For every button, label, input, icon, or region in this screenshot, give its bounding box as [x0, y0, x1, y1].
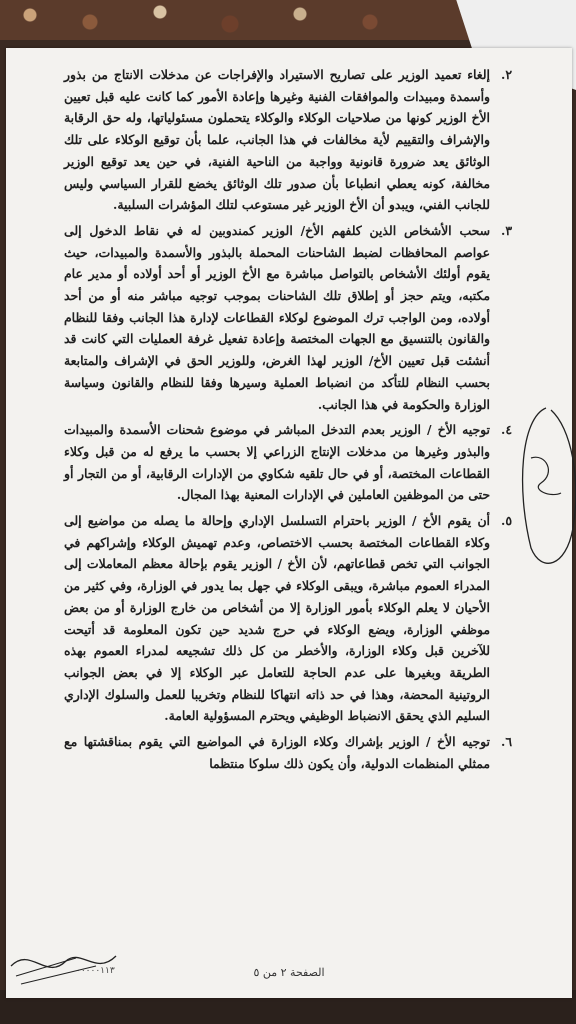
- item-text: أن يقوم الأخ / الوزير باحترام التسلسل الإداري وإحالة ما يصله من مواضيع إلى وكلاء القطاعات المختصة بحسب الاختصاص، وعدم تهميش الوكلاء وإشراكهم في الجوانب التي تخص قطاعاتهم، لأن الأخ / الوزير يقوم بإحالة معظم المعاملات إلى المدراء العموم مباشرة، ويبقى الوكلاء في جهل بما يدور في الوزارة، وفي كثير من الأحيان لا يعلم الوكلاء بأمور الوزارة إلا من أشخاص من خارج الوزارة أو من بعض موظفي الوزارة، ويضع الوكلاء في حرج شديد حين تكون المعلومة قد أتيحت للآخرين قبل وكلاء الوزارة، والأخطر من كل ذلك تشجيعه لمدراء العموم بهذه الطريقة وبغيرها على عدم الحاجة للتعامل عبر الوكلاء إلا في بعض الجوانب الروتينية المحضة، وهذا في حد ذاته انتهاكا للنظام وتخريبا للعمل والسلوك الإداري السليم الذي يحقق الانضباط الوظيفي ويحترم المسؤولية العامة.: [64, 513, 490, 724]
- list-item: [64, 64, 512, 216]
- page-footer: [6, 966, 572, 979]
- document-page: [6, 48, 572, 998]
- item-number: ٥.: [501, 513, 512, 529]
- margin-signature-loop: [511, 398, 576, 578]
- document-body: [64, 64, 512, 779]
- item-number: ٤.: [501, 422, 512, 438]
- item-text: توجيه الأخ / الوزير بعدم التدخل المباشر في موضوع شحنات الأسمدة والمبيدات والبذور وغيرها من مدخلات الإنتاج الزراعي إلا بحسب ما يرفع له من قبل وكلاء القطاعات المختصة، أو في حال تلقيه شكاوي من الإدارات الرقابية، أو من التجار أو حتى من الموظفين العاملين في الإدارات المعنية بهذا المجال.: [64, 422, 490, 503]
- item-text: إلغاء تعميد الوزير على تصاريح الاستيراد والإفراجات عن مدخلات الانتاج من بذور وأسمدة ومبيدات والموافقات الفنية وغيرها وإعادة الأمور كما كانت عليه قبل تعيين الأخ الوزير كونها من صلاحيات الوكلاء والوكلاء يتحملون مسئولياتها، وله حق الرقابة والإشراف والتقييم لأية مخالفات في هذا الجانب، علما بأن توقيع الوكلاء على تلك الوثائق يعد ضرورة قانونية وواجبة من الناحية الفنية، في حين يعد توقيع الوزير مخالفة، كونه يعطي انطباعا بأن صدور تلك الوثائق يخضع للقرار السياسي وليس للجانب الفني، ويبدو أن الأخ الوزير غير مستوعب لتلك المؤشرات السلبية.: [64, 67, 490, 213]
- page-number: الصفحة ٢ من ٥: [253, 966, 325, 979]
- item-number: ٢.: [501, 67, 512, 82]
- item-text: سحب الأشخاص الذين كلفهم الأخ/ الوزير كمندوبين له في نقاط الدخول إلى عواصم المحافظات لضبط الشاحنات المحملة بالبذور والأسمدة والمبيدات، حيث يقوم أولئك الأشخاص بالتواصل مباشرة مع الأخ الوزير أو أحد أولاده أو مدير عام مكتبه، ويتم حجز أو إطلاق تلك الشاحنات بموجب توجيه مباشر منه أو من أحد أولاده، ومن الواجب ترك الموضوع لوكلاء القطاعات لإدارة هذا الجانب وفقا للنظام والقانون بالتنسيق مع الجهات المختصة وإعادة تفعيل غرفة العمليات التي كانت قد أنشئت قبل تعيين الأخ/ الوزير لهذا الغرض، وللوزير الحق في الإشراف والمتابعة بحسب النظام للتأكد من انضباط العملية وسيرها وفقا للنظام والقانون وسياسة الوزارة والحكومة في هذا الجانب.: [64, 222, 490, 412]
- list-item: [64, 731, 512, 774]
- item-number: ٦.: [501, 734, 512, 750]
- margin-note: ٠٠٠٠٠١١٣: [76, 966, 115, 976]
- list-item: [64, 510, 512, 727]
- item-number: ٣.: [501, 222, 512, 238]
- item-text: توجيه الأخ / الوزير بإشراك وكلاء الوزارة في المواضيع التي يقوم بمناقشتها مع ممثلي المنظمات الدولية، وأن يكون ذلك سلوكا منتظما: [64, 734, 490, 771]
- list-item: [64, 419, 512, 506]
- list-item: [64, 220, 512, 415]
